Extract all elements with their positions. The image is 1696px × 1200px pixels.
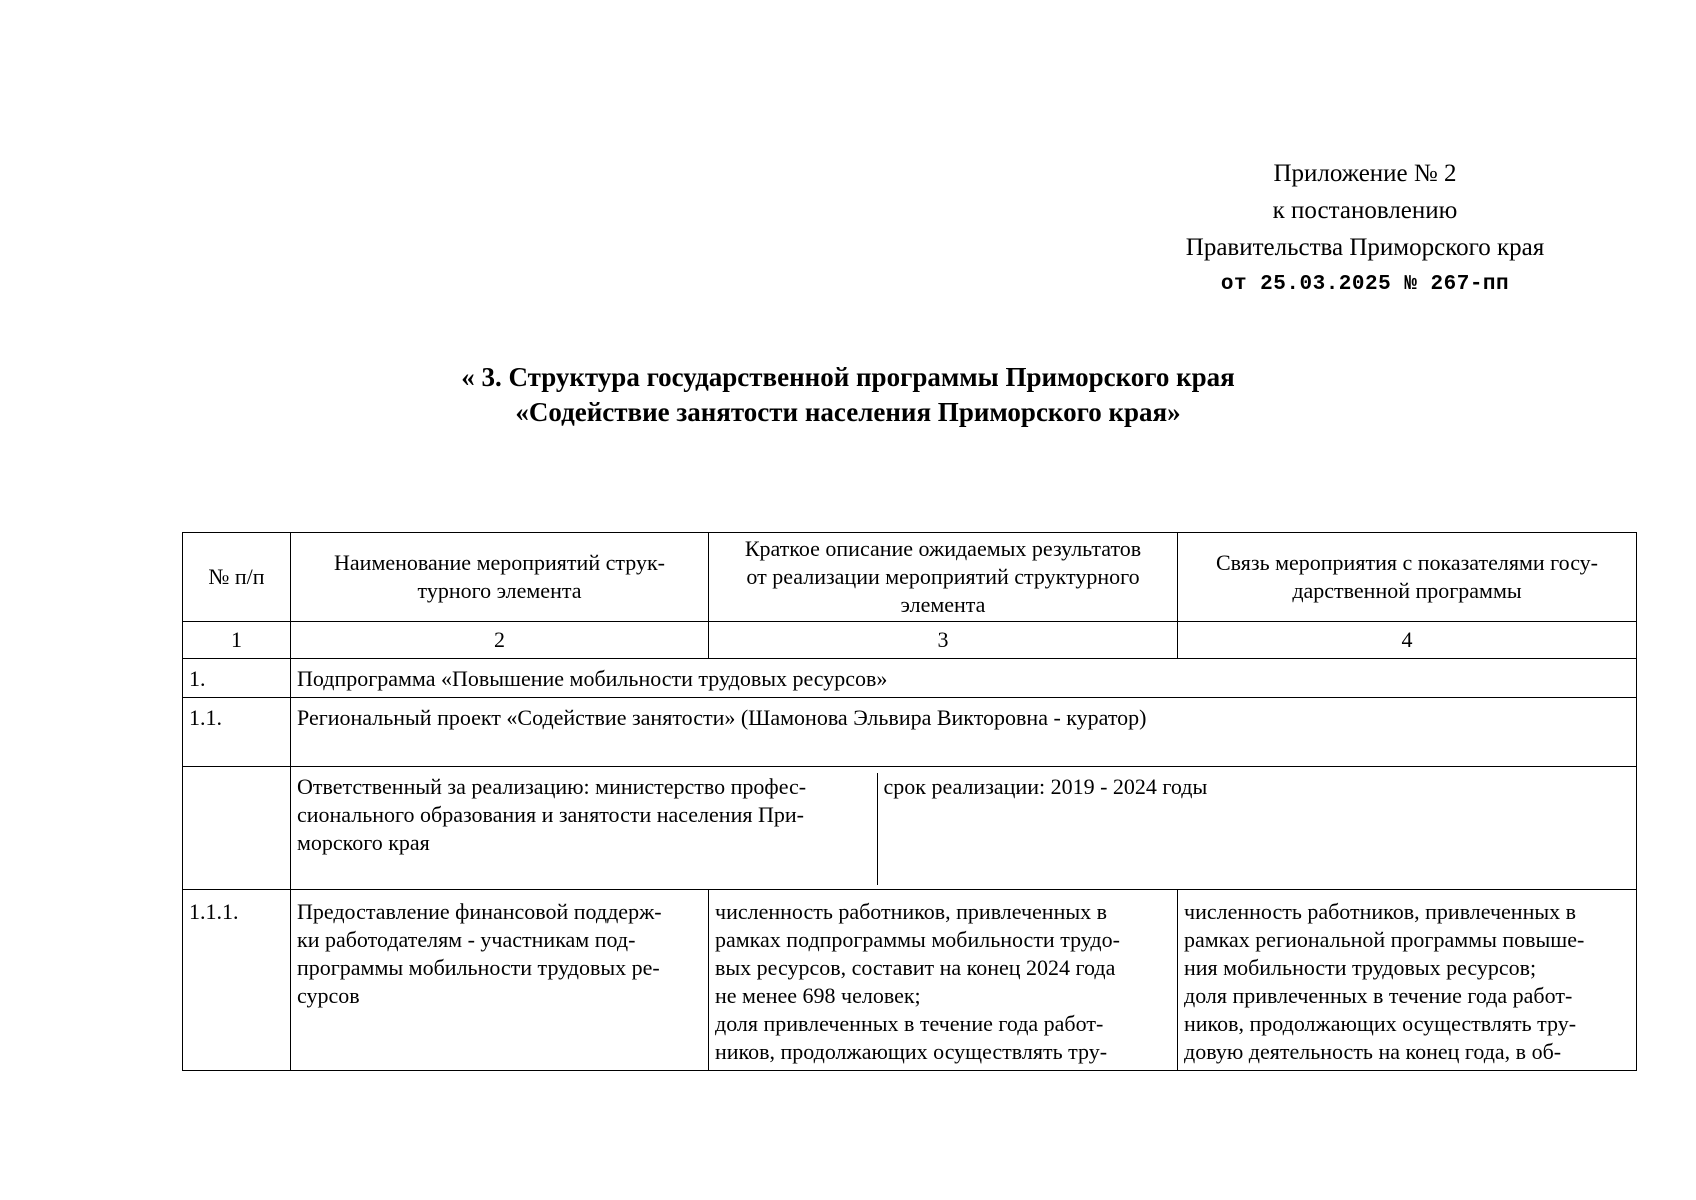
appendix-resolution-label: к постановлению [1272,197,1458,224]
table-row [183,659,1637,698]
responsible-text: Ответственный за реализацию: министерство профес- сионального образования и занятости населения При- морского края [297,773,877,885]
row-number: 1. [183,659,291,698]
header-event-name: Наименование мероприятий струк- турного элемента [291,533,709,622]
appendix-block [1150,155,1580,303]
column-number: 3 [709,622,1178,659]
title-line-1: « 3. Структура государственной программы Приморского края [461,362,1235,392]
column-number: 2 [291,622,709,659]
structure-table [182,532,1637,1071]
responsible-period-layout [297,773,1630,885]
table-row [183,698,1637,767]
period-text: срок реализации: 2019 - 2024 годы [883,774,1208,799]
row-number: 1.1.1. [183,890,291,1071]
row-number: 1.1. [183,698,291,767]
table-header-row [183,533,1637,622]
row-number-empty [183,767,291,890]
subprogram-name: Подпрограмма «Повышение мобильности трудовых ресурсов» [291,659,1637,698]
expected-results: численность работников, привлеченных в рамках подпрограммы мобильности трудо- вых ресурсов, составит на конец 2024 года не менее 698 человек; доля привлеченных в течение года работ- ников, продолжающих осуществлять тру- [709,890,1178,1071]
responsible-period-cell [291,767,1637,890]
regional-project-name: Региональный проект «Содействие занятости» (Шамонова Эльвира Викторовна - куратор) [291,698,1637,767]
table-row [183,767,1637,890]
appendix-date-number: от 25.03.2025 № 267-пп [1220,273,1510,296]
table-row [183,890,1637,1071]
appendix-label: Приложение № 2 [1273,160,1457,187]
column-number: 4 [1178,622,1637,659]
indicator-link: численность работников, привлеченных в рамках региональной программы повыше- ния мобильности трудовых ресурсов; доля привлеченных в течение года работ- ников, продолжающих осуществлять тру- довую деятельность на конец года, в об- [1178,890,1637,1071]
appendix-government: Правительства Приморского края [1185,234,1545,261]
document-title [0,360,1696,430]
column-number-row [183,622,1637,659]
header-number: № п/п [183,533,291,622]
title-line-2: «Содействие занятости населения Приморского края» [515,397,1181,427]
event-name: Предоставление финансовой поддерж- ки работодателям - участникам под- программы мобильности трудовых ре- сурсов [291,890,709,1071]
header-results: Краткое описание ожидаемых результатов от реализации мероприятий структурного элемента [709,533,1178,622]
column-number: 1 [183,622,291,659]
header-indicators: Связь мероприятия с показателями госу- дарственной программы [1178,533,1637,622]
